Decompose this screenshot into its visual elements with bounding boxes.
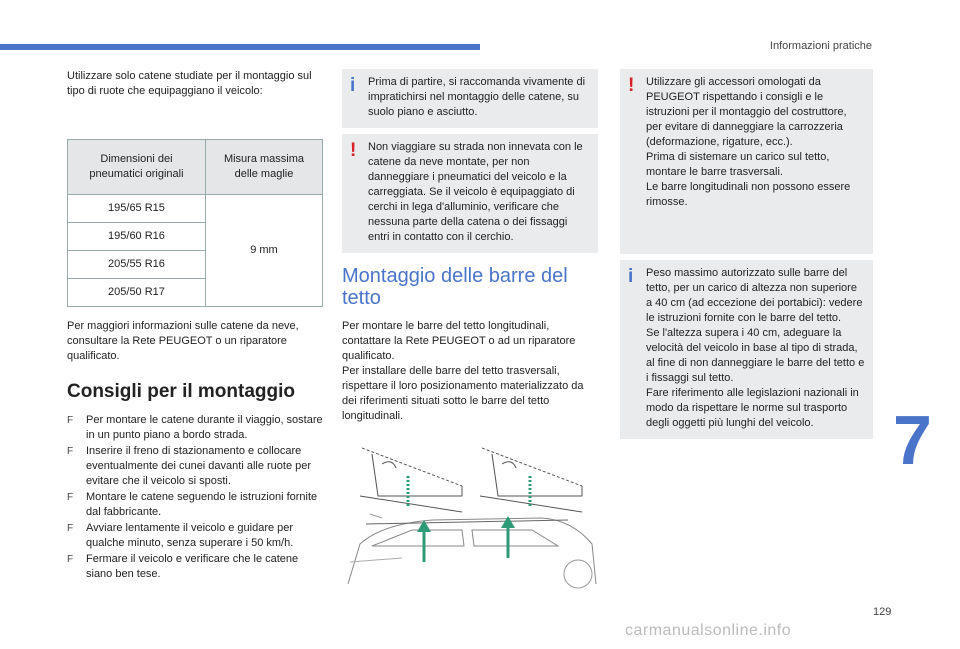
more-info-text: Per maggiori informazioni sulle catene da neve, consultare la Rete PEUGEOT o un riparatore qualificato. bbox=[67, 320, 299, 362]
table-cell-size: 195/65 R15 bbox=[68, 195, 206, 223]
tire-chain-table bbox=[67, 139, 323, 307]
info-line: Fare riferimento alle legislazioni nazionali in modo da rispettare le norme sul trasporto degli oggetti più lunghi del veicolo. bbox=[646, 387, 859, 429]
info-line: Peso massimo autorizzato sulle barre del tetto, per un carico di altezza non superiore a 40 cm (ad eccezione dei portabici): vedere le istruzioni fornite con le barre del tetto. bbox=[646, 267, 863, 324]
warning-line: Utilizzare gli accessori omologati da PEUGEOT rispettando i consigli e le istruzioni per il montaggio del costruttore, per evitare di danneggiare la carrozzeria (deformazione, rigature, ecc.). bbox=[646, 76, 847, 148]
table-cell-size: 205/55 R16 bbox=[68, 251, 206, 279]
table-cell-mesh: 9 mm bbox=[205, 195, 322, 307]
warning-box-text: Non viaggiare su strada non innevata con le catene da neve montate, per non danneggiare i pneumatici del veicolo e la carreggiata. Se il veicolo è equipaggiato di cerchi in lega d'alluminio, verificare che nessuna parte della catena o dei fissaggi entri in contatto con il cerchio. bbox=[368, 141, 583, 243]
list-item: F Montare le catene seguendo le istruzioni fornite dal fabbricante. bbox=[67, 491, 318, 518]
info-icon: i bbox=[350, 75, 356, 96]
warning-box-accessories bbox=[620, 69, 873, 254]
bullet-icon: F bbox=[67, 415, 74, 426]
warning-line: Prima di sistemare un carico sul tetto, montare le barre trasversali. bbox=[646, 151, 830, 178]
roof-bars-diagram bbox=[342, 434, 598, 594]
warning-line: Le barre longitudinali non possono essere rimosse. bbox=[646, 181, 851, 208]
warning-icon: ! bbox=[628, 75, 635, 96]
table-cell-size: 205/50 R17 bbox=[68, 279, 206, 307]
page-number: 129 bbox=[873, 606, 892, 618]
roof-bars-text-transversal: Per installare delle barre del tetto trasversali, rispettare il loro posizionamento materializzato da dei riferimenti situati sotto le barre del tetto longitudinali. bbox=[342, 365, 584, 422]
bullet-icon: F bbox=[67, 446, 74, 457]
watermark: carmanualsonline.info bbox=[625, 622, 792, 639]
list-item: F Per montare le catene durante il viaggio, sostare in un punto piano a bordo strada. bbox=[67, 414, 323, 441]
bullet-icon: F bbox=[67, 554, 74, 565]
roof-bars-heading: Montaggio delle barre del tetto bbox=[342, 265, 568, 309]
info-line: Se l'altezza supera i 40 cm, adeguare la velocità del veicolo in base al tipo di strada, al fine di non danneggiare le barre del tetto e i fissaggi sul tetto. bbox=[646, 327, 865, 384]
top-accent-bar bbox=[0, 44, 480, 50]
bullet-icon: F bbox=[67, 523, 74, 534]
chains-intro: Utilizzare solo catene studiate per il montaggio sul tipo di ruote che equipaggiano il veicolo: bbox=[67, 70, 312, 97]
list-item: F Fermare il veicolo e verificare che le catene siano ben tese. bbox=[67, 553, 299, 580]
bullet-icon: F bbox=[67, 492, 74, 503]
mounting-steps-list bbox=[67, 413, 325, 582]
info-box-load bbox=[620, 260, 873, 439]
info-box-text: Prima di partire, si raccomanda vivamente di impratichirsi nel montaggio delle catene, su suolo piano e asciutto. bbox=[368, 76, 586, 118]
info-icon: i bbox=[628, 266, 634, 287]
consigli-heading: Consigli per il montaggio bbox=[67, 381, 295, 402]
column-right bbox=[620, 69, 873, 439]
roof-bars-text-longitudinal: Per montare le barre del tetto longitudinali, contattare la Rete PEUGEOT o ad un riparatore qualificato. bbox=[342, 320, 576, 362]
column-left bbox=[67, 69, 325, 583]
table-header-mesh-size: Misura massima delle maglie bbox=[205, 140, 322, 195]
section-title: Informazioni pratiche bbox=[769, 40, 872, 52]
table-header-tire-size: Dimensioni dei pneumatici originali bbox=[68, 140, 206, 195]
info-box-practice bbox=[342, 69, 598, 128]
warning-icon: ! bbox=[350, 140, 357, 161]
warning-box-road bbox=[342, 134, 598, 253]
list-item: F Inserire il freno di stazionamento e collocare eventualmente dei cunei davanti alle ruote per evitare che il veicolo si sposti. bbox=[67, 445, 312, 487]
chapter-number: 7 bbox=[893, 401, 932, 479]
table-cell-size: 195/60 R16 bbox=[68, 223, 206, 251]
list-item: F Avviare lentamente il veicolo e guidare per qualche minuto, senza superare i 50 km/h. bbox=[67, 522, 294, 549]
column-middle bbox=[342, 69, 598, 599]
